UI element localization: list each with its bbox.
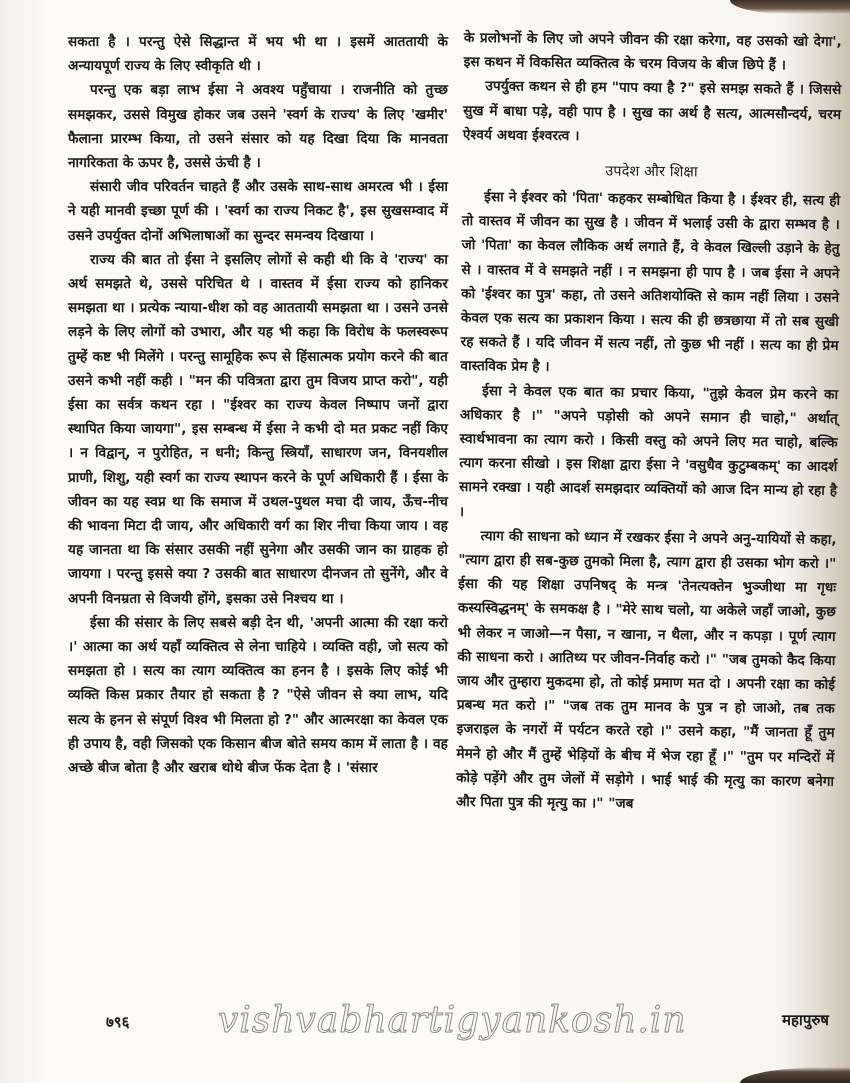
watermark: vishvabhartigyankosh.in [218, 1000, 687, 1041]
page-corner-shadow-top [730, 0, 850, 14]
paragraph: राज्य की बात तो ईसा ने इसलिए लोगों से कही थी कि वे 'राज्य' का अर्थ समझते थे, उससे परिचित थे । वास्तव में ईसा राज्य को हानिकर समझता था । प्रत्येक न्याया-धीश को वह आततायी समझता था । उसने उनसे लड़ने के लिए लोगों को उभारा, और यह भी कहा कि विरोध के फलस्वरूप तुम्हें कष्ट भी मिलेंगे । परन्तु सामूहिक रूप से हिंसात्मक प्रयोग करने की बात उसने कभी नहीं कही । "मन की पवित्रता द्वारा तुम विजय प्राप्त करो", यही ईसा का सर्वत्र कथन रहा । "ईश्वर का राज्य केवल निष्पाप जनों द्वारा स्थापित किया जायगा", इस सम्बन्ध में ईसा ने कभी दो मत प्रकट नहीं किए । न विद्वान्, न पुरोहित, न धनी; किन्तु स्त्रियाँ, साधारण जन, विनयशील प्राणी, शिशु, यही स्वर्ग का राज्य स्थापन करने के पूर्ण अधिकारी हैं । ईसा के जीवन का यह स्वप्न था कि समाज में उथल-पुथल मचा दी जाय, ऊँच-नीच की भावना मिटा दी जाय, और अधिकारी वर्ग का शिर नीचा किया जाय । वह यह जानता था कि संसार उसकी नहीं सुनेगा और उसकी जान का ग्राहक हो जायगा । परन्तु इससे क्या ? उसकी बात साधारण दीनजन तो सुनेंगे, और वे अपनी विनम्रता से विजयी होंगे, इसका उसे निश्चय था । [68, 251, 448, 607]
paragraph: के प्रलोभनों के लिए जो अपने जीवन की रक्षा करेगा, वह उसको खो देगा', इस कथन में विकसित व्यक्तित्व के चरम विजय के बीज छिपे हैं । [463, 29, 842, 74]
paragraph: ईसा की संसार के लिए सबसे बड़ी देन थी, 'अपनी आत्मा की रक्षा करो ।' आत्मा का अर्थ यहाँ व्यक्तित्व से लेना चाहिये । व्यक्ति वही, जो सत्य को समझता हो । सत्य का त्याग व्यक्तित्व का हनन है । इसके लिए कोई भी व्यक्ति किस प्रकार तैयार हो सकता है ? "ऐसे जीवन से क्या लाभ, यदि सत्य के हनन से संपूर्ण विश्व भी मिलता हो ?" और आत्मरक्षा का केवल एक ही उपाय है, वही जिसको एक किसान बीज बोते समय काम में लाता है । वह अच्छे बीज बोता है और खराब थोथे बीज फेंक देता है । 'संसार [68, 614, 448, 777]
right-column [456, 26, 842, 818]
running-title: महापुरुष [782, 1011, 829, 1029]
left-column [68, 30, 448, 780]
paragraph: संसारी जीव परिवर्तन चाहते हैं और उसके साथ-साथ अमरत्व भी । ईसा ने यही मानवी इच्छा पूर्ण की । 'स्वर्ग का राज्य निकट है', इस सुखसम्वाद में उसने उपर्युक्त दोनों अभिलाषाओं का सुन्दर समन्वय दिखाया । [68, 179, 448, 244]
section-heading: उपदेश और शिक्षा [605, 163, 698, 181]
paragraph: परन्तु एक बड़ा लाभ ईसा ने अवश्य पहुँचाया । राजनीति को तुच्छ समझकर, उससे विमुख होकर जब उसने 'स्वर्ग के राज्य' के लिए 'खमीर' फैलाना प्रारम्भ किया, तो उसने संसार को यह दिखा दिया कि मानवता नागरिकता के ऊपर है, उससे ऊंची है । [68, 82, 448, 172]
paragraph: सकता है । परन्तु ऐसे सिद्धान्त में भय भी था । इसमें आततायी के अन्यायपूर्ण राज्य के लिए स्वीकृति थी । [68, 34, 448, 75]
paragraph: ईसा ने केवल एक बात का प्रचार किया, "तुझे केवल प्रेम करने का अधिकार है ।" "अपने पड़ोसी को अपने समान ही चाहो," अर्थात् स्वार्थभावना का त्याग करो । किसी वस्तु को अपने लिए मत चाहो, बल्कि त्याग करना सीखो । इस शिक्षा द्वारा ईसा ने 'वसुधैव कुटुम्बकम्' का आदर्श सामने रक्खा । यही आदर्श समझदार व्यक्तियों को आज दिन मान्य हो रहा है । [458, 382, 839, 520]
paragraph: ईसा ने ईश्वर को 'पिता' कहकर सम्बोधित किया है । ईश्वर ही, सत्य ही तो वास्तव में जीवन का सुख है । जीवन में भलाई उसी के द्वारा सम्भव है । जो 'पिता' का केवल लौकिक अर्थ लगाते हैं, वे केवल खिल्ली उड़ाने के हेतु से । वास्तव में वे समझते नहीं । न समझना ही पाप है । जब ईसा ने अपने को 'ईश्वर का पुत्र' कहा, तो उसने अतिशयोक्ति से काम नहीं लिया । उसने केवल एक सत्य का प्रकाशन किया । सत्य की ही छत्रछाया में तो सब सुखी रह सकते हैं । यदि जीवन में सत्य नहीं, तो कुछ भी नहीं । सत्य का ही प्रेम वास्तविक प्रेम है । [460, 189, 841, 376]
paragraph: त्याग की साधना को ध्यान में रखकर ईसा ने अपने अनु-यायियों से कहा, "त्याग द्वारा ही सब-कुछ तुमको मिला है, त्याग द्वारा ही उसका भोग करो ।" ईसा की यह शिक्षा उपनिषद् के मन्त्र 'तेनत्यक्तेन भुञ्जीथा मा गृधः कस्यस्विद्धनम्' के समकक्ष है । "मेरे साथ चलो, या अकेले जहाँ जाओ, कुछ भी लेकर न जाओ—न पैसा, न खाना, न थैला, और न कपड़ा । पूर्ण त्याग की साधना करो । आतिथ्य पर जीवन-निर्वाह करो ।" "जब तुमको कैद किया जाय और तुम्हारा मुकदमा हो, तो कोई प्रमाण मत दो । अपनी रक्षा का कोई प्रबन्ध मत करो ।" "जब तक तुम मानव के पुत्र न हो जाओ, तब तक इजराइल के नगरों में पर्यटन करते रहो ।" उसने कहा, "मैं जानता हूँ तुम मेमने हो और मैं तुम्हें भेड़ियों के बीच में भेज रहा हूँ ।" "तुम पर मन्दिरों में कोड़े पड़ेंगे और तुम जेलों में सड़ोगे । भाई भाई की मृत्यु का कारण बनेगा और पिता पुत्र की मृत्यु का ।" "जब [455, 528, 837, 812]
page-corner-shadow-bottom [740, 1067, 850, 1083]
paragraph: उपर्युक्त कथन से ही हम "पाप क्या है ?" इसे समझ सकते हैं । जिससे सुख में बाधा पड़े, वही पाप है । सुख का अर्थ है सत्य, आत्मसौन्दर्य, चरम ऐश्वर्य अथवा ईश्वरत्व । [462, 78, 842, 145]
page-number: ७९६ [106, 1013, 130, 1031]
